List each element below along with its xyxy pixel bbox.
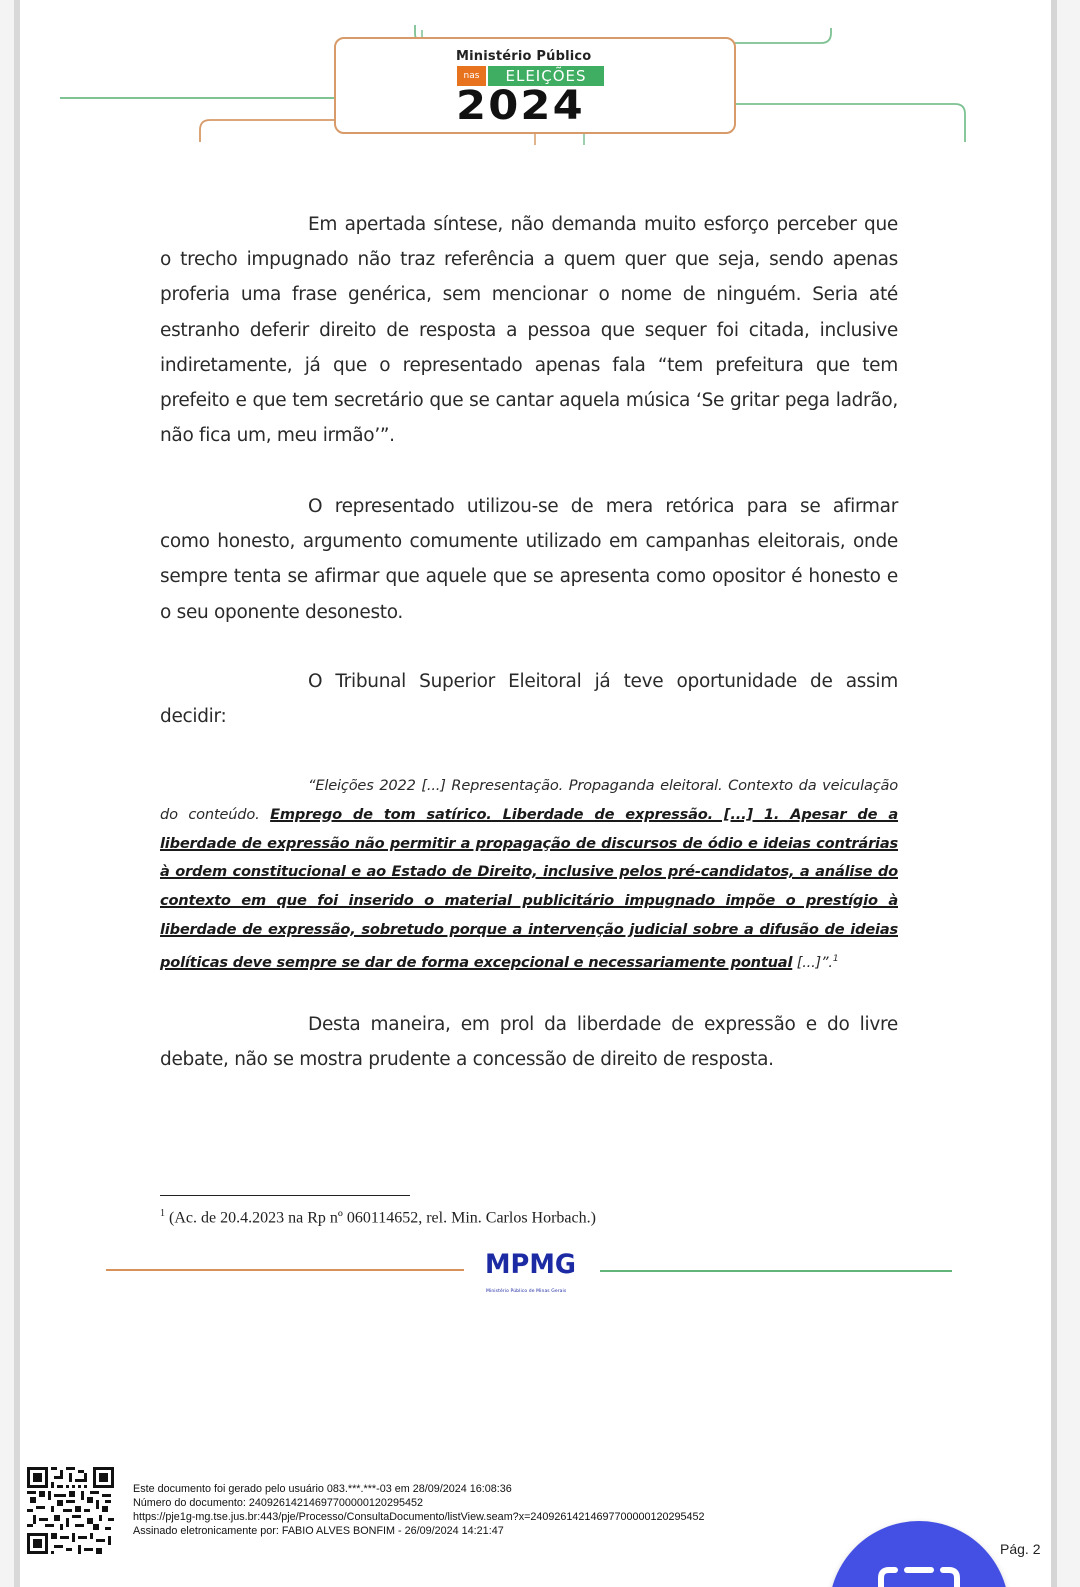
footer-rule-right [600, 1270, 952, 1272]
footnote [160, 1208, 596, 1227]
paragraph-2: O representado utilizou-se de mera retórica para se afirmar como honesto, argumento comumente utilizado em campanhas eleitorais, onde sempre tenta se afirmar que aquele que se apresenta como opositor é honesto e o seu oponente desonesto. [160, 496, 898, 623]
page-number: Pág. 2 [1000, 1541, 1041, 1557]
footnote-number: 1 [160, 1208, 165, 1219]
quote-emphasis: Emprego de tom satírico. Liberdade de expressão. [...] 1. Apesar de a liberdade de expressão não permitir a propagação de discursos de ódio e ideias contrárias à ordem constitucional e ao Estado de Direito, inclusive pelos pré-candidatos, a análise do contexto em que foi inserido o material publicitário impugnado impõe o prestígio à liberdade de expressão, sobretudo porque a intervenção judicial sobre a difusão de ideias políticas deve sempre se dar de forma excepcional e necessariamente pontual [160, 805, 899, 971]
logo-year: 2024 [456, 83, 585, 129]
signature-document-url[interactable]: https://pje1g-mg.tse.jus.br:443/pje/Processo/ConsultaDocumento/listView.seam?x=24092614214697700000120295452 [133, 1511, 705, 1523]
logo-nas-badge: nas [457, 66, 486, 86]
paragraph-1: Em apertada síntese, não demanda muito esforço perceber que o trecho impugnado não traz referência a quem quer que seja, sendo apenas proferia uma frase genérica, sem mencionar o nome de ninguém. Seria até estranho deferir direito de resposta a pessoa que sequer foi citada, inclusive indiretamente, já que o representado apenas fala “tem prefeitura que tem prefeito e que tem secretário que se cantar aquela música ‘Se gritar pega ladrão, não fica um, meu irmão’”. [160, 214, 898, 447]
logo-eleicoes-badge: ELEIÇÕES [488, 66, 604, 86]
quote-tail: [...]”. [792, 953, 833, 971]
paragraph-4: Desta maneira, em prol da liberdade de expressão e do livre debate, não se mostra prudente a concessão de direito de resposta. [160, 1014, 898, 1071]
jurisprudence-quote [160, 772, 898, 977]
qr-code-icon[interactable] [27, 1467, 114, 1554]
signature-generated-by: Este documento foi gerado pelo usuário 083.***.***-03 em 28/09/2024 16:08:36 [133, 1483, 512, 1495]
footnote-separator [160, 1195, 410, 1196]
mpmg-full-name: Ministério Público de Minas Gerais [486, 1289, 567, 1294]
footnote-reference[interactable]: 1 [832, 953, 839, 964]
mpmg-logo: MPMG [485, 1249, 576, 1280]
signature-signed-by: Assinado eletronicamente por: FABIO ALVES BONFIM - 26/09/2024 14:21:47 [133, 1525, 504, 1537]
signature-document-number: Número do documento: 24092614214697700000120295452 [133, 1497, 423, 1509]
text-scan-icon [875, 1566, 963, 1587]
footnote-text: (Ac. de 20.4.2023 na Rp nº 060114652, rel. Min. Carlos Horbach.) [165, 1209, 596, 1227]
logo-org-name: Ministério Público [456, 49, 592, 64]
paragraph-3: O Tribunal Superior Eleitoral já teve oportunidade de assim decidir: [160, 671, 898, 728]
signature-block [133, 1482, 705, 1538]
quote-lead: “Eleições 2022 [...] Representação. Propaganda eleitoral. Contexto da veiculação do conteúdo. [160, 777, 898, 823]
footer-rule-left [106, 1269, 464, 1271]
